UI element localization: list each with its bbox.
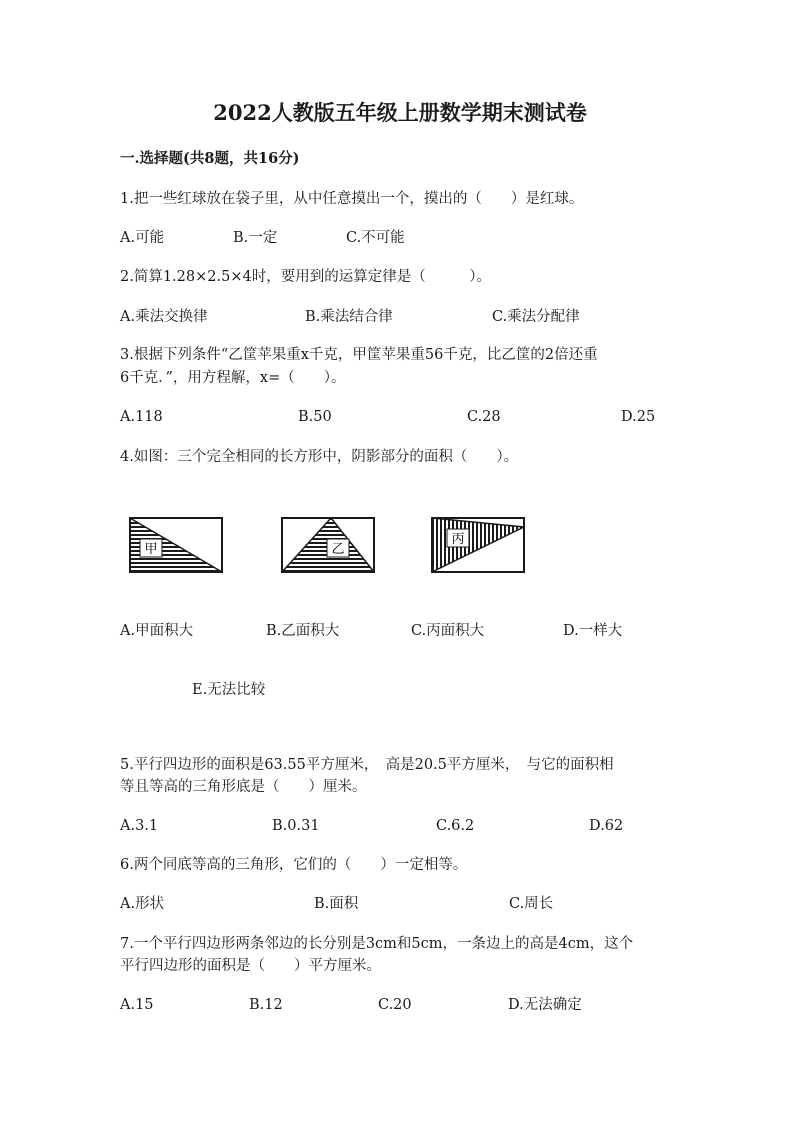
q7-option-b[interactable]: B.12: [249, 997, 283, 1013]
rectangle-jia: [130, 518, 222, 572]
q6-option-a[interactable]: A.形状: [120, 896, 165, 912]
q4-option-b[interactable]: B.乙面积大: [266, 623, 340, 639]
q4-option-d[interactable]: D.一样大: [563, 623, 623, 639]
q5-option-c[interactable]: C.6.2: [436, 818, 475, 834]
question-5-line-1: 5.平行四边形的面积是63.55平方厘米， 高是20.5平方厘米， 与它的面积相: [120, 757, 614, 773]
question-4: 4.如图：三个完全相同的长方形中，阴影部分的面积（ ）。: [120, 449, 519, 465]
q4-option-e[interactable]: E.无法比较: [192, 682, 266, 698]
question-3-line-1: 3.根据下列条件“乙筐苹果重x千克，甲筐苹果重56千克，比乙筐的2倍还重: [120, 347, 598, 363]
label-jia: 甲: [144, 542, 158, 557]
question-7-line-2: 平行四边形的面积是（ ）平方厘米。: [120, 958, 381, 974]
q2-option-a[interactable]: A.乘法交换律: [120, 309, 208, 325]
question-5-line-2: 等且等高的三角形底是（ ）厘米。: [120, 779, 367, 795]
q6-option-b[interactable]: B.面积: [314, 896, 359, 912]
page-title: 2022人教版五年级上册数学期末测试卷: [213, 100, 587, 125]
q4-option-c[interactable]: C.丙面积大: [411, 623, 485, 639]
q3-option-b[interactable]: B.50: [298, 409, 332, 425]
q2-option-c[interactable]: C.乘法分配律: [492, 309, 580, 325]
question-3-line-2: 6千克．”，用方程解，x=（ ）。: [120, 370, 346, 386]
q7-option-a[interactable]: A.15: [120, 997, 154, 1013]
rectangle-bing: [432, 518, 524, 572]
rectangle-yi: [282, 518, 374, 572]
rectangles-figure: [120, 510, 540, 580]
q7-option-d[interactable]: D.无法确定: [508, 997, 582, 1013]
q3-option-c[interactable]: C.28: [467, 409, 501, 425]
q1-option-b[interactable]: B.一定: [233, 230, 278, 246]
q7-option-c[interactable]: C.20: [378, 997, 412, 1013]
q3-option-a[interactable]: A.118: [120, 409, 163, 425]
q5-option-b[interactable]: B.0.31: [272, 818, 320, 834]
section-heading: 一.选择题(共8题，共16分): [120, 150, 300, 167]
q3-option-d[interactable]: D.25: [621, 409, 656, 425]
question-6: 6.两个同底等高的三角形，它们的（ ）一定相等。: [120, 857, 468, 873]
q2-option-b[interactable]: B.乘法结合律: [305, 309, 393, 325]
q5-option-d[interactable]: D.62: [589, 818, 624, 834]
label-yi: 乙: [331, 542, 345, 557]
q1-option-c[interactable]: C.不可能: [346, 230, 405, 246]
q4-option-a[interactable]: A.甲面积大: [120, 623, 194, 639]
question-2: 2.简算1.28×2.5×4时，要用到的运算定律是（ ）。: [120, 269, 491, 285]
question-7-line-1: 7.一个平行四边形两条邻边的长分别是3cm和5cm，一条边上的高是4cm，这个: [120, 936, 634, 952]
question-1: 1.把一些红球放在袋子里，从中任意摸出一个，摸出的（ ）是红球。: [120, 191, 584, 207]
q1-option-a[interactable]: A.可能: [120, 230, 165, 246]
q6-option-c[interactable]: C.周长: [509, 896, 554, 912]
q5-option-a[interactable]: A.3.1: [120, 818, 159, 834]
label-bing: 丙: [451, 532, 465, 547]
